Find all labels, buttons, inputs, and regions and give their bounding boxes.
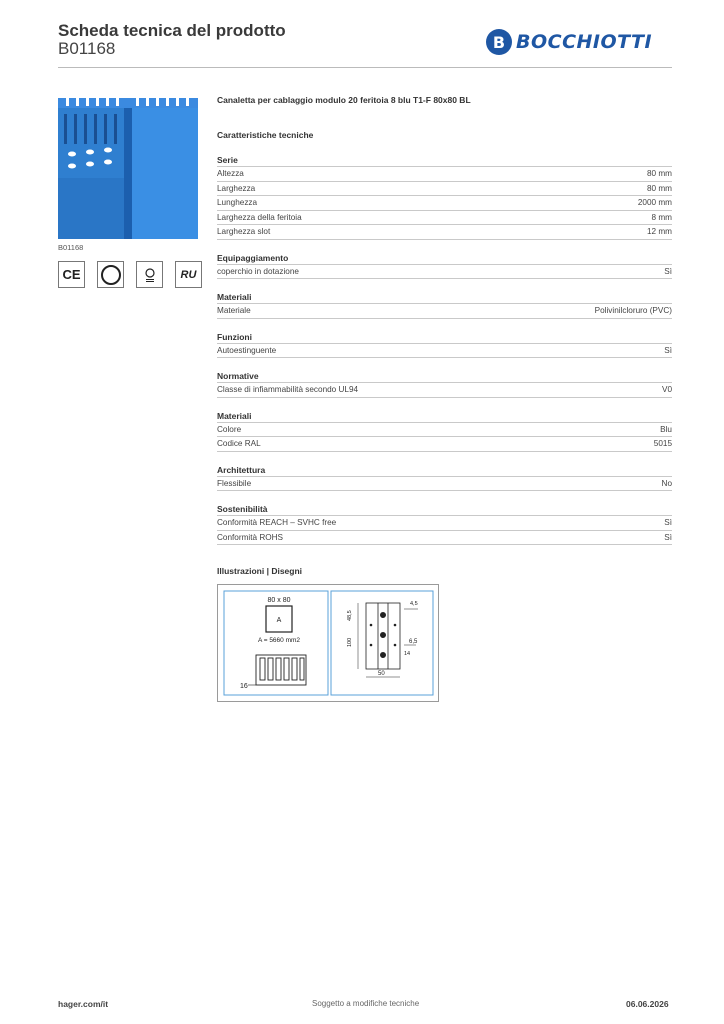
header-divider: [58, 67, 672, 68]
spec-row: [217, 422, 672, 437]
ce-mark-label: CE: [62, 267, 81, 282]
spec-label: Larghezza: [217, 183, 256, 193]
brand-logo: [486, 29, 652, 55]
spec-value: V0: [661, 385, 672, 394]
section-title: Materiali: [217, 410, 252, 421]
spec-row: [217, 530, 672, 546]
spec-row: [217, 210, 672, 225]
spec-row: [217, 264, 672, 280]
ul-listed-mark-icon: [136, 261, 163, 288]
spec-label: Autoestinguente: [217, 345, 277, 355]
slot-dim-label: 16: [240, 683, 248, 690]
technical-drawing-svg: [218, 585, 438, 701]
logo-b-icon: [486, 29, 512, 55]
section-size-label: 80 x 80: [267, 597, 291, 604]
spec-value: 2000 mm: [637, 198, 672, 207]
spec-row: [217, 166, 672, 181]
spec-value: 80 mm: [646, 183, 672, 193]
spec-label: Classe di infiammabilità secondo UL94: [217, 385, 359, 394]
section-title: Materiali: [217, 292, 252, 302]
spec-label: Larghezza slot: [217, 227, 271, 236]
illustrations-title: Illustrazioni | Disegni: [217, 566, 303, 576]
spec-row: [217, 436, 672, 452]
section-title: Architettura: [217, 464, 266, 475]
section-serie: [217, 154, 672, 240]
ul-recognized-mark-icon: [175, 261, 202, 288]
dim-48-5: 48,5: [347, 610, 353, 621]
section-architettura: [217, 464, 672, 492]
section-title: Equipaggiamento: [217, 252, 289, 263]
product-title: Canaletta per cablaggio modulo 20 feritoia 8 blu T1-F 80x80 BL: [217, 95, 471, 105]
spec-value: Polivinilcloruro (PVC): [594, 306, 672, 315]
spec-row: [217, 343, 672, 359]
section-title: Funzioni: [217, 331, 252, 342]
ce-mark-icon: [58, 261, 85, 288]
spec-label: Flessibile: [217, 478, 252, 488]
spec-value: Sì: [664, 532, 672, 542]
spec-value: Sì: [664, 518, 672, 527]
section-materiali: [217, 291, 672, 319]
product-image: [58, 94, 198, 239]
spec-value: 8 mm: [651, 212, 672, 222]
logo-wordmark: BOCCHIOTTI: [516, 31, 653, 53]
dim-14: 14: [404, 651, 411, 657]
section-equipaggiamento: [217, 252, 672, 280]
spec-row: [217, 303, 672, 319]
spec-row: [217, 382, 672, 398]
spec-label: Lunghezza: [217, 198, 258, 207]
spec-label: Conformità ROHS: [217, 532, 283, 542]
spec-label: Larghezza della feritoia: [217, 212, 302, 222]
csa-mark-icon: [97, 261, 124, 288]
dim-6-5: 6,5: [409, 639, 418, 645]
spec-value: Blu: [660, 424, 672, 434]
spec-row: [217, 224, 672, 240]
section-title: Normative: [217, 371, 259, 381]
product-code: B01168: [58, 39, 116, 58]
spec-label: Conformità REACH – SVHC free: [217, 518, 337, 527]
section-materiali-2: [217, 410, 672, 452]
technical-drawing: [217, 584, 439, 702]
characteristics-title: Caratteristiche tecniche: [217, 130, 314, 140]
spec-label: Materiale: [217, 306, 251, 315]
section-title: Serie: [217, 155, 238, 165]
specifications: [217, 95, 672, 545]
spec-row: [217, 476, 672, 492]
spec-value: Sì: [664, 345, 672, 355]
spec-value: 12 mm: [646, 227, 672, 236]
spec-row: [217, 515, 672, 530]
spec-value: Sì: [664, 266, 672, 276]
dim-50: 50: [378, 671, 385, 677]
spec-row: [217, 181, 672, 196]
section-title: Sostenibilità: [217, 504, 268, 514]
footer-date: 06.06.2026: [626, 999, 669, 1009]
area-value-label: A = 5660 mm2: [257, 637, 301, 644]
spec-value: 5015: [653, 439, 672, 448]
spec-value: 80 mm: [646, 169, 672, 178]
image-caption: B01168: [58, 243, 84, 252]
certification-marks: [58, 261, 202, 288]
footer-website: hager.com/it: [58, 999, 109, 1009]
dim-100: 100: [347, 637, 353, 647]
spec-label: Altezza: [217, 169, 244, 178]
csa-mark-graphic: [100, 264, 122, 286]
spec-value: No: [661, 478, 672, 488]
cable-duct-illustration: [58, 94, 198, 239]
logo-letter: B: [492, 32, 506, 52]
spec-label: coperchio in dotazione: [217, 266, 299, 276]
spec-row: [217, 195, 672, 210]
area-letter: A: [276, 617, 282, 624]
ul-recognized-label: RU: [180, 268, 197, 281]
dim-4-5: 4,5: [410, 601, 418, 607]
section-normative: [217, 370, 672, 398]
section-funzioni: [217, 331, 672, 359]
footer-note: Soggetto a modifiche tecniche: [312, 999, 420, 1008]
section-sostenibilita: [217, 503, 672, 545]
ul-listed-graphic: [140, 265, 160, 285]
spec-label: Codice RAL: [217, 439, 261, 448]
page-title: Scheda tecnica del prodotto: [58, 21, 286, 40]
spec-label: Colore: [217, 424, 242, 434]
